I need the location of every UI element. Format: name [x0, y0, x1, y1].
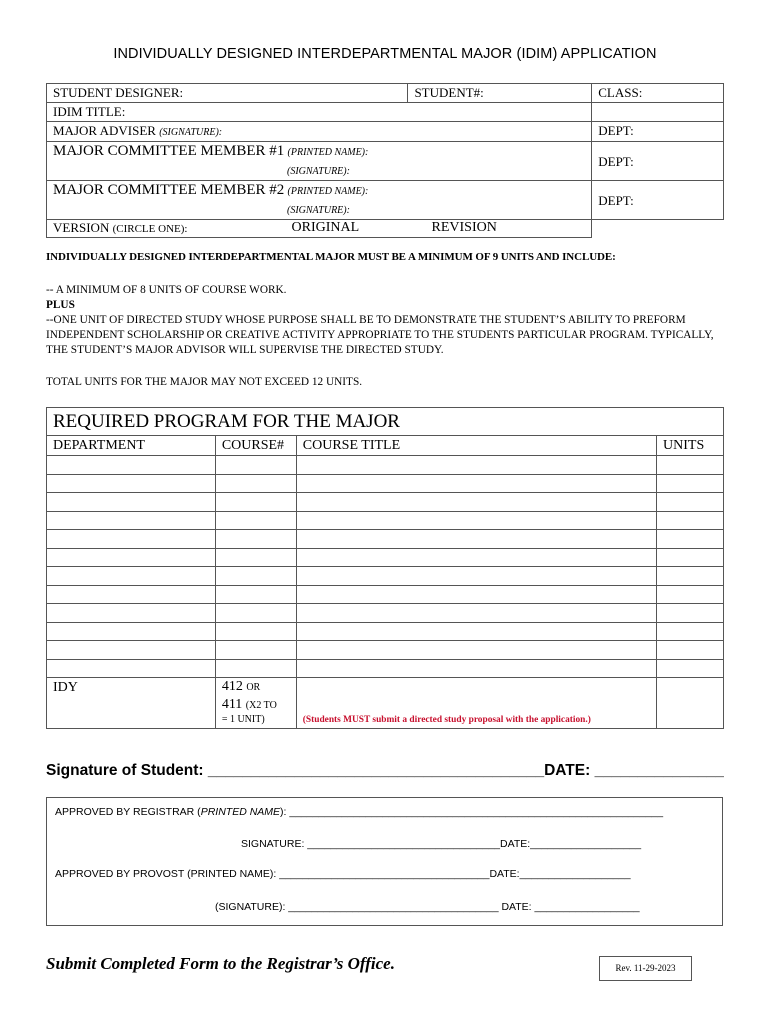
table-row[interactable]: [47, 659, 724, 678]
submit-instruction: Submit Completed Form to the Registrar’s Office.: [46, 954, 395, 973]
committee-member-1-field[interactable]: MAJOR COMMITTEE MEMBER #1 (PRINTED NAME): (SIGNATURE):: [47, 142, 592, 181]
committee-member-2-field[interactable]: MAJOR COMMITTEE MEMBER #2 (PRINTED NAME): (SIGNATURE):: [47, 181, 592, 220]
table-row[interactable]: [47, 493, 724, 512]
version-original[interactable]: ORIGINAL: [291, 220, 360, 235]
units-header: UNITS: [657, 436, 724, 456]
table-row[interactable]: [47, 622, 724, 641]
member-2-dept-field[interactable]: DEPT:: [592, 181, 724, 220]
directed-course-cell: 412 OR 411 (X2 TO = 1 UNIT): [215, 678, 296, 729]
directed-study-row: [47, 678, 724, 729]
table-row[interactable]: [47, 456, 724, 475]
table-row[interactable]: [47, 511, 724, 530]
class-field[interactable]: CLASS:: [592, 84, 724, 103]
approval-box: [46, 797, 723, 926]
department-header: DEPARTMENT: [47, 436, 216, 456]
version-revision[interactable]: REVISION: [431, 220, 497, 235]
table-row[interactable]: [47, 474, 724, 493]
directed-study-note: (Students MUST submit a directed study proposal with the application.): [302, 715, 591, 725]
program-table-title: REQUIRED PROGRAM FOR THE MAJOR: [47, 408, 724, 436]
table-row[interactable]: [47, 585, 724, 604]
major-adviser-field[interactable]: MAJOR ADVISER (SIGNATURE):: [47, 122, 592, 142]
registrar-name-line[interactable]: APPROVED BY REGISTRAR (PRINTED NAME): ________________________________________________________________: [55, 806, 664, 818]
table-row[interactable]: [47, 548, 724, 567]
total-units-text: TOTAL UNITS FOR THE MAJOR MAY NOT EXCEED 12 UNITS.: [46, 376, 363, 388]
requirements-heading: INDIVIDUALLY DESIGNED INTERDEPARTMENTAL MAJOR MUST BE A MINIMUM OF 9 UNITS AND INCLUDE:: [46, 251, 616, 263]
requirements-body: -- A MINIMUM OF 8 UNITS OF COURSE WORK. PLUS --ONE UNIT OF DIRECTED STUDY WHOSE PURPOSE SHALL BE TO DEMONSTRATE THE STUDENT’S ABILITY TO PREFORM INDEPENDENT SCHOLARSHIP OR CREATIVE ACTIVITY APPROPRIATE TO THE STUDENTS PARTICULAR PROGRAM. TYPICALLY, THE STUDENT’S MAJOR ADVISOR WILL SUPERVISE THE DIRECTED STUDY.: [46, 284, 714, 356]
course-number-header: COURSE#: [215, 436, 296, 456]
directed-units-cell[interactable]: [657, 678, 724, 729]
table-row[interactable]: [47, 641, 724, 660]
revision-date-box: Rev. 11-29-2023: [599, 956, 692, 981]
adviser-dept-field[interactable]: DEPT:: [592, 122, 724, 142]
student-number-field[interactable]: STUDENT#:: [408, 84, 592, 103]
provost-signature-line[interactable]: (SIGNATURE): ____________________________________ DATE: __________________: [215, 901, 640, 913]
table-row[interactable]: [47, 530, 724, 549]
idy-cell: IDY: [47, 678, 216, 729]
course-title-header: COURSE TITLE: [296, 436, 656, 456]
provost-name-line[interactable]: APPROVED BY PROVOST (PRINTED NAME): ____________________________________DATE:___________________: [55, 868, 631, 880]
form-title: INDIVIDUALLY DESIGNED INTERDEPARTMENTAL MAJOR (IDIM) APPLICATION: [113, 46, 657, 62]
idim-title-field[interactable]: IDIM TITLE:: [47, 103, 592, 122]
student-info-table: [46, 83, 724, 238]
member-1-dept-field[interactable]: DEPT:: [592, 142, 724, 181]
student-signature-line[interactable]: Signature of Student: _______________________________________DATE: _______________: [46, 762, 724, 779]
table-row[interactable]: [47, 604, 724, 623]
version-field: VERSION (CIRCLE ONE): ORIGINAL REVISION: [47, 220, 592, 238]
required-program-table: [46, 407, 724, 729]
registrar-signature-line[interactable]: SIGNATURE: _________________________________DATE:___________________: [241, 838, 642, 850]
student-designer-field[interactable]: STUDENT DESIGNER:: [47, 84, 408, 103]
directed-study-note-cell[interactable]: [296, 678, 656, 729]
table-row[interactable]: [47, 567, 724, 586]
